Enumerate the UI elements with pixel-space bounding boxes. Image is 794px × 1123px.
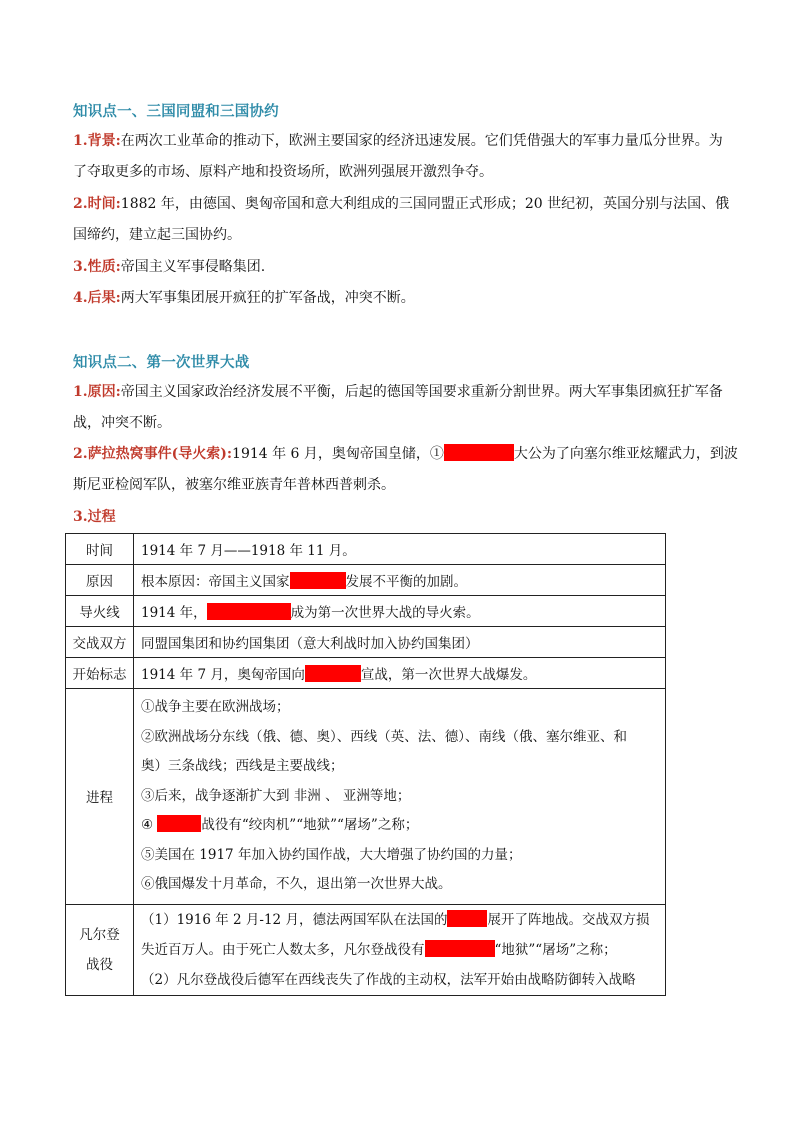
item-text: 战，冲突不断。	[73, 415, 171, 431]
row-label: 时间	[66, 534, 134, 565]
row-label: 导火线	[66, 596, 134, 627]
item-label: 3.过程	[73, 509, 116, 525]
section-1-item-time	[73, 189, 730, 251]
table-row	[66, 596, 666, 627]
item-label: 4.后果:	[73, 290, 121, 306]
item-label: 2.萨拉热窝事件(导火索):	[73, 446, 233, 462]
table-row	[66, 534, 666, 565]
answer-redaction-box[interactable]	[444, 444, 514, 461]
cell-text: 宣战，第一次世界大战爆发。	[360, 667, 537, 683]
item-text: 国缔约，建立起三国协约。	[73, 227, 241, 243]
item-label: 1.背景:	[73, 133, 121, 149]
cell-text: 同盟国集团和协约国集团（意大利战时加入协约国集团）	[141, 636, 479, 652]
item-text: 两大军事集团展开疯狂的扩军备战，冲突不断。	[120, 290, 415, 306]
section-1-heading: 知识点一、三国同盟和三国协约	[73, 103, 279, 120]
section-1-item-result	[73, 283, 725, 314]
row-label-line: 战役	[86, 956, 113, 973]
row-content	[134, 627, 666, 658]
item-text: 斯尼亚检阅军队，被塞尔维亚族青年普林西普刺杀。	[73, 477, 395, 493]
section-2-process	[73, 502, 725, 533]
cell-text: 根本原因：帝国主义国家	[141, 574, 290, 590]
cell-text: 成为第一次世界大战的导火索。	[290, 605, 480, 621]
cell-text: （1）1916 年 2 月-12 月，德法两国军队在法国的	[141, 911, 448, 928]
row-label: 原因	[66, 565, 134, 596]
table-row	[66, 627, 666, 658]
table-row	[66, 689, 666, 905]
item-text: 在两次工业革命的推动下，欧洲主要国家的经济迅速发展。它们凭借强大的军事力量瓜分世界。为	[120, 133, 723, 149]
item-label: 3.性质:	[73, 259, 121, 275]
item-text: 大公为了向塞尔维亚炫耀武力，到波	[513, 446, 738, 462]
answer-redaction-box[interactable]	[207, 603, 291, 620]
answer-redaction-box[interactable]	[425, 940, 495, 957]
cell-text: ①战争主要在欧洲战场；	[141, 699, 290, 715]
row-content	[134, 596, 666, 627]
table-row	[66, 658, 666, 689]
cell-text: 1914 年 7 月，奥匈帝国向	[141, 667, 305, 683]
answer-redaction-box[interactable]	[290, 572, 346, 589]
cell-text: （2）凡尔登战役后德军在西线丧失了作战的主动权，法军开始由战略防御转入战略	[141, 971, 636, 988]
answer-redaction-box[interactable]	[305, 665, 361, 682]
row-label: 交战双方	[66, 627, 134, 658]
item-text: 帝国主义军事侵略集团.	[120, 259, 266, 275]
cell-text: ④	[141, 817, 158, 833]
answer-redaction-box[interactable]	[447, 910, 487, 927]
cell-text: 失近百万人。由于死亡人数太多，凡尔登战役有	[141, 941, 425, 958]
section-2-heading: 知识点二、第一次世界大战	[73, 354, 250, 371]
cell-text: 1914 年，	[141, 605, 207, 621]
item-text: 1914 年 6 月，奥匈帝国皇储，①	[232, 446, 444, 462]
row-content	[134, 534, 666, 565]
cell-text: ②欧洲战场分东线（俄、德、奥）、西线（英、法、德）、南线（俄、塞尔维亚、和	[141, 728, 627, 745]
row-label	[66, 904, 134, 995]
row-content	[134, 565, 666, 596]
cell-text: ⑤美国在 1917 年加入协约国作战，大大增强了协约国的力量；	[141, 846, 522, 863]
row-label: 开始标志	[66, 658, 134, 689]
row-content	[134, 904, 666, 995]
section-2-cause	[73, 377, 725, 439]
war-process-table	[65, 533, 666, 996]
item-label: 2.时间:	[73, 196, 121, 212]
item-text: 了夺取更多的市场、原料产地和投资场所，欧洲列强展开激烈争夺。	[73, 164, 493, 180]
cell-text: ③后来，战争逐渐扩大到 非洲 、 亚洲等地；	[141, 787, 411, 804]
row-label: 进程	[66, 689, 134, 905]
item-label: 1.原因:	[73, 384, 121, 400]
cell-text: 1914 年 7 月——1918 年 11 月。	[141, 543, 356, 559]
cell-text: “地狱”“屠场”之称；	[494, 941, 617, 958]
table-row	[66, 904, 666, 995]
cell-text: 展开了阵地战。交战双方损	[487, 911, 650, 928]
section-1-item-nature	[73, 252, 725, 283]
item-text: 1882 年，由德国、奥匈帝国和意大利组成的三国同盟正式形成；20 世纪初，英国分别与法国、俄	[120, 196, 730, 212]
cell-text: 发展不平衡的加剧。	[345, 574, 467, 590]
row-content	[134, 689, 666, 905]
row-label-line: 凡尔登	[79, 926, 120, 943]
section-1-item-background	[73, 126, 725, 188]
row-content	[134, 658, 666, 689]
cell-text: 战役有“绞肉机”“地狱”“屠场”之称；	[201, 817, 419, 833]
section-2-sarajevo	[73, 439, 738, 501]
table-row	[66, 565, 666, 596]
cell-text: ⑥俄国爆发十月革命，不久，退出第一次世界大战。	[141, 876, 452, 892]
answer-redaction-box[interactable]	[157, 815, 201, 832]
cell-text: 奥）三条战线；西线是主要战线；	[141, 758, 344, 774]
item-text: 帝国主义国家政治经济发展不平衡，后起的德国等国要求重新分割世界。两大军事集团疯狂扩军备	[120, 384, 723, 400]
